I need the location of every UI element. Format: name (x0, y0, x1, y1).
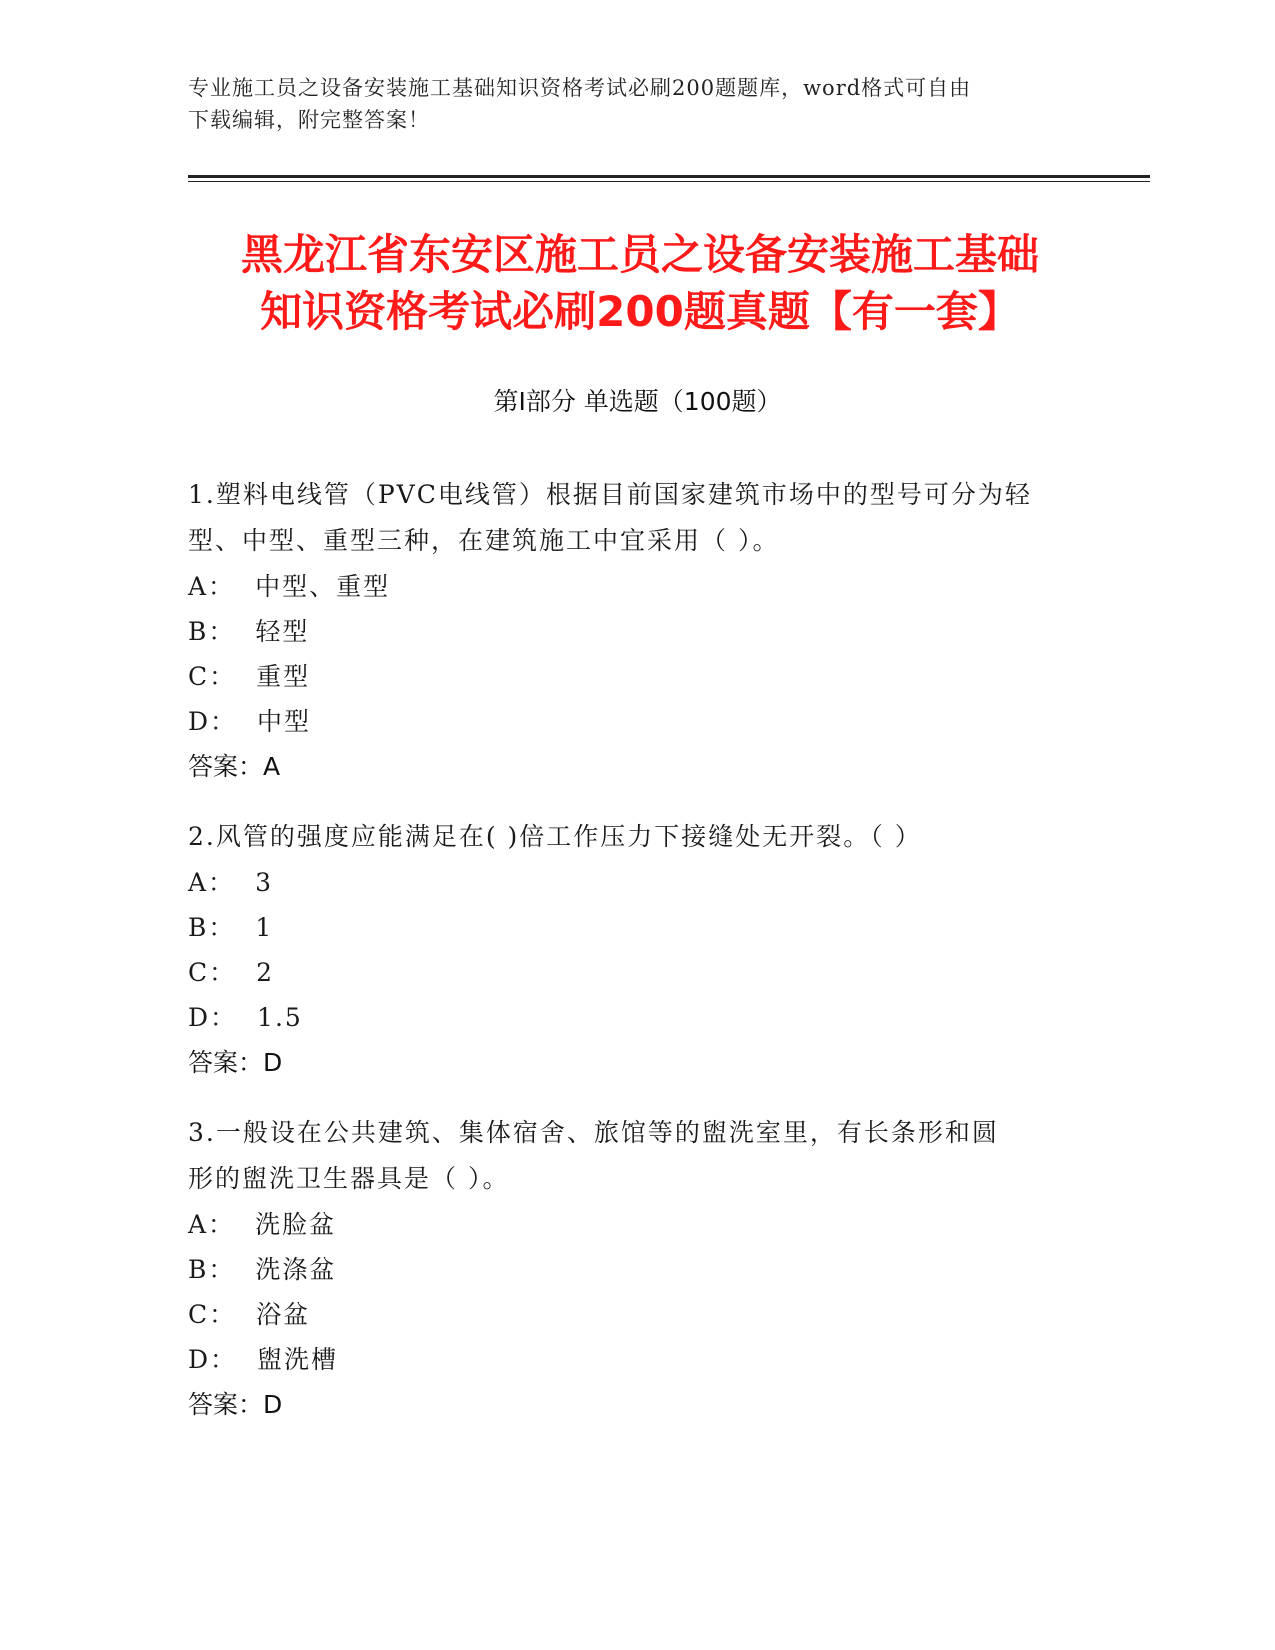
option-key: C： (188, 1300, 237, 1329)
question-item (188, 814, 1088, 1086)
option-text: 中型、重型 (255, 572, 391, 601)
option-text: 浴盆 (256, 1300, 311, 1329)
option-d (188, 995, 1088, 1040)
header-note (188, 72, 1088, 136)
question-stem-line1: 1.塑料电线管（PVC电线管）根据目前国家建筑市场中的型号可分为轻 (188, 480, 1032, 509)
option-key: B： (188, 617, 236, 646)
option-text: 中型 (257, 707, 312, 736)
option-a (188, 1202, 1088, 1247)
question-stem-line1: 3.一般设在公共建筑、集体宿舍、旅馆等的盥洗室里，有长条形和圆 (188, 1118, 999, 1147)
option-text: 1 (255, 913, 274, 942)
option-c (188, 654, 1088, 699)
question-stem-line2: 型、中型、重型三种，在建筑施工中宜采用（ ）。 (188, 526, 780, 555)
option-key: A： (188, 572, 236, 601)
question-list (188, 472, 1088, 1452)
option-text: 洗涤盆 (255, 1255, 337, 1284)
option-c (188, 1292, 1088, 1337)
header-divider-thick (188, 175, 1150, 178)
title-line1: 黑龙江省东安区施工员之设备安装施工基础 (240, 230, 1039, 279)
option-key: C： (188, 662, 237, 691)
answer-line: 答案：D (188, 1390, 283, 1419)
header-note-line1: 专业施工员之设备安装施工基础知识资格考试必刷200题题库，word格式可自由 (188, 76, 972, 100)
option-key: C： (188, 958, 237, 987)
answer-line: 答案：A (188, 752, 281, 781)
question-item (188, 1110, 1088, 1428)
option-b (188, 609, 1088, 654)
option-b (188, 905, 1088, 950)
option-key: A： (188, 1210, 236, 1239)
option-a (188, 564, 1088, 609)
option-d (188, 1337, 1088, 1382)
option-key: B： (188, 1255, 236, 1284)
option-key: D： (188, 1003, 238, 1032)
option-key: D： (188, 707, 238, 736)
option-text: 洗脸盆 (255, 1210, 337, 1239)
question-stem-line1: 2.风管的强度应能满足在( )倍工作压力下接缝处无开裂。（ ） (188, 822, 922, 851)
option-text: 轻型 (255, 617, 310, 646)
section-heading: 第Ⅰ部分 单选题（100题） (493, 387, 782, 416)
option-key: A： (188, 868, 236, 897)
header-note-line2: 下载编辑，附完整答案！ (188, 108, 430, 132)
option-d (188, 699, 1088, 744)
document-title (160, 226, 1120, 340)
option-key: B： (188, 913, 236, 942)
option-c (188, 950, 1088, 995)
option-text: 2 (256, 958, 275, 987)
option-a (188, 860, 1088, 905)
option-key: D： (188, 1345, 238, 1374)
option-text: 1.5 (257, 1003, 303, 1032)
answer-line: 答案：D (188, 1048, 283, 1077)
option-text: 3 (255, 868, 273, 897)
option-b (188, 1247, 1088, 1292)
title-line2: 知识资格考试必刷200题真题【有一套】 (260, 287, 1020, 336)
question-stem-line2: 形的盥洗卫生器具是（ ）。 (188, 1164, 510, 1193)
option-text: 盥洗槽 (257, 1345, 339, 1374)
header-divider-thin (188, 181, 1150, 182)
option-text: 重型 (256, 662, 311, 691)
question-item (188, 472, 1088, 790)
